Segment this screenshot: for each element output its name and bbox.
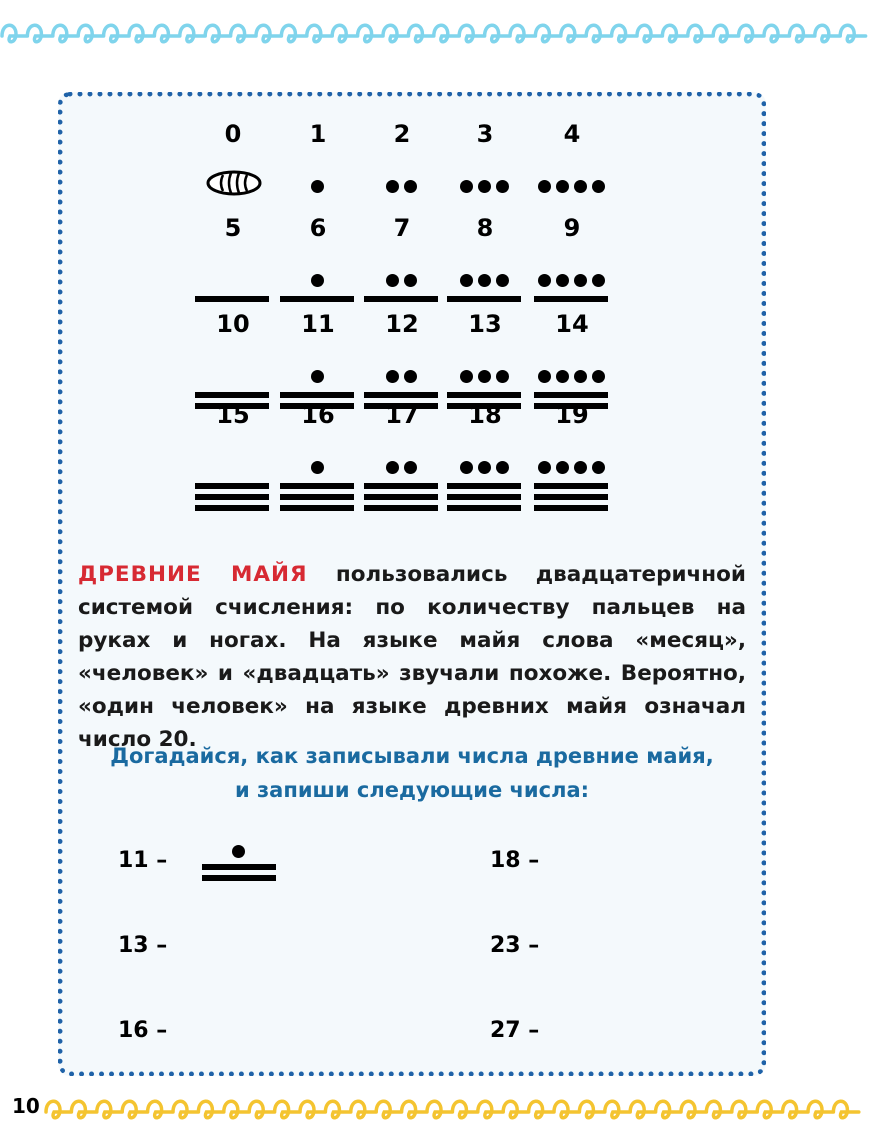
- numeral-label: 6: [309, 214, 327, 242]
- numeral-label: 1: [309, 120, 327, 148]
- maya-dot: [311, 274, 324, 287]
- maya-dot: [311, 180, 324, 193]
- maya-bar: [364, 494, 438, 500]
- shell-zero-icon: [205, 168, 263, 198]
- maya-bar: [534, 392, 608, 398]
- maya-dot: [404, 180, 417, 193]
- exercise-label: 11 –: [118, 848, 168, 873]
- maya-dot: [592, 274, 605, 287]
- numeral-label: 7: [393, 214, 411, 242]
- maya-dot: [478, 461, 491, 474]
- exercise-label: 27 –: [490, 1018, 540, 1043]
- numeral-label: 5: [224, 214, 242, 242]
- maya-bar: [534, 494, 608, 500]
- maya-dot: [311, 370, 324, 383]
- numeral-label: 16: [301, 401, 335, 429]
- maya-dot: [556, 461, 569, 474]
- maya-dot: [386, 370, 399, 383]
- exercise-label: 18 –: [490, 848, 540, 873]
- page-number: 10: [12, 1094, 40, 1118]
- maya-dot: [460, 370, 473, 383]
- maya-bar: [280, 494, 354, 500]
- maya-bar: [280, 296, 354, 302]
- maya-bar: [447, 483, 521, 489]
- maya-bar: [195, 483, 269, 489]
- maya-dot: [538, 180, 551, 193]
- maya-bar: [195, 296, 269, 302]
- maya-bar: [364, 392, 438, 398]
- wavy-border-top-decoration: [0, 14, 869, 54]
- maya-dot: [460, 274, 473, 287]
- numeral-label: 4: [563, 120, 581, 148]
- exercise-label: 23 –: [490, 933, 540, 958]
- exercise-label: 13 –: [118, 933, 168, 958]
- numeral-label: 11: [301, 310, 335, 338]
- maya-dot: [386, 461, 399, 474]
- maya-dot: [478, 180, 491, 193]
- maya-bar: [364, 483, 438, 489]
- maya-bar: [447, 494, 521, 500]
- maya-dot: [574, 180, 587, 193]
- numeral-label: 19: [555, 401, 589, 429]
- numeral-label: 0: [224, 120, 242, 148]
- maya-dot: [496, 180, 509, 193]
- maya-dot: [592, 180, 605, 193]
- maya-dot: [538, 370, 551, 383]
- maya-bar: [534, 483, 608, 489]
- maya-dot: [404, 370, 417, 383]
- maya-bar: [195, 505, 269, 511]
- numeral-label: 15: [216, 401, 250, 429]
- maya-dot: [478, 370, 491, 383]
- maya-dot: [592, 461, 605, 474]
- info-paragraph: [78, 558, 746, 756]
- numeral-label: 10: [216, 310, 250, 338]
- maya-dot: [404, 461, 417, 474]
- instruction-line-1: Догадайся, как записывали числа древние майя,: [110, 744, 714, 768]
- maya-bar: [447, 296, 521, 302]
- numeral-label: 18: [468, 401, 502, 429]
- maya-dot: [574, 461, 587, 474]
- maya-dot: [386, 180, 399, 193]
- maya-dot: [538, 274, 551, 287]
- maya-bar: [195, 392, 269, 398]
- numeral-label: 14: [555, 310, 589, 338]
- maya-bar: [447, 392, 521, 398]
- maya-bar: [280, 505, 354, 511]
- numeral-label: 8: [476, 214, 494, 242]
- maya-dot: [574, 370, 587, 383]
- maya-dot: [496, 274, 509, 287]
- maya-dot: [556, 274, 569, 287]
- maya-dot: [460, 461, 473, 474]
- numeral-label: 9: [563, 214, 581, 242]
- numeral-label: 17: [385, 401, 419, 429]
- maya-dot: [556, 180, 569, 193]
- maya-bar: [280, 483, 354, 489]
- maya-dot: [311, 461, 324, 474]
- numeral-label: 12: [385, 310, 419, 338]
- maya-bar: [534, 505, 608, 511]
- maya-dot: [386, 274, 399, 287]
- maya-bar: [202, 864, 276, 870]
- maya-dot: [496, 461, 509, 474]
- maya-dot: [496, 370, 509, 383]
- maya-bar: [364, 296, 438, 302]
- maya-dot: [460, 180, 473, 193]
- instruction-line-2: и запиши следующие числа:: [234, 778, 590, 802]
- maya-bar: [447, 505, 521, 511]
- maya-bar: [202, 875, 276, 881]
- maya-bar: [364, 505, 438, 511]
- maya-bar: [195, 494, 269, 500]
- numeral-label: 3: [476, 120, 494, 148]
- maya-dot: [538, 461, 551, 474]
- maya-dot: [232, 845, 245, 858]
- wavy-border-bottom-decoration: [0, 1088, 869, 1128]
- maya-bar: [280, 392, 354, 398]
- paragraph-text: пользовались двадцатеричной системой счисления: по количеству пальцев на руках и ногах. На языке майя слова «месяц», «человек» и «двадцать» звучали похоже. Вероятно, «один человек» на языке древних майя означал число 20.: [78, 562, 746, 752]
- maya-dot: [478, 274, 491, 287]
- exercise-label: 16 –: [118, 1018, 168, 1043]
- maya-dot: [556, 370, 569, 383]
- paragraph-title: ДРЕВНИЕ МАЙЯ: [78, 562, 308, 587]
- maya-dot: [404, 274, 417, 287]
- numeral-label: 2: [393, 120, 411, 148]
- maya-dot: [592, 370, 605, 383]
- maya-bar: [534, 296, 608, 302]
- maya-dot: [574, 274, 587, 287]
- numeral-label: 13: [468, 310, 502, 338]
